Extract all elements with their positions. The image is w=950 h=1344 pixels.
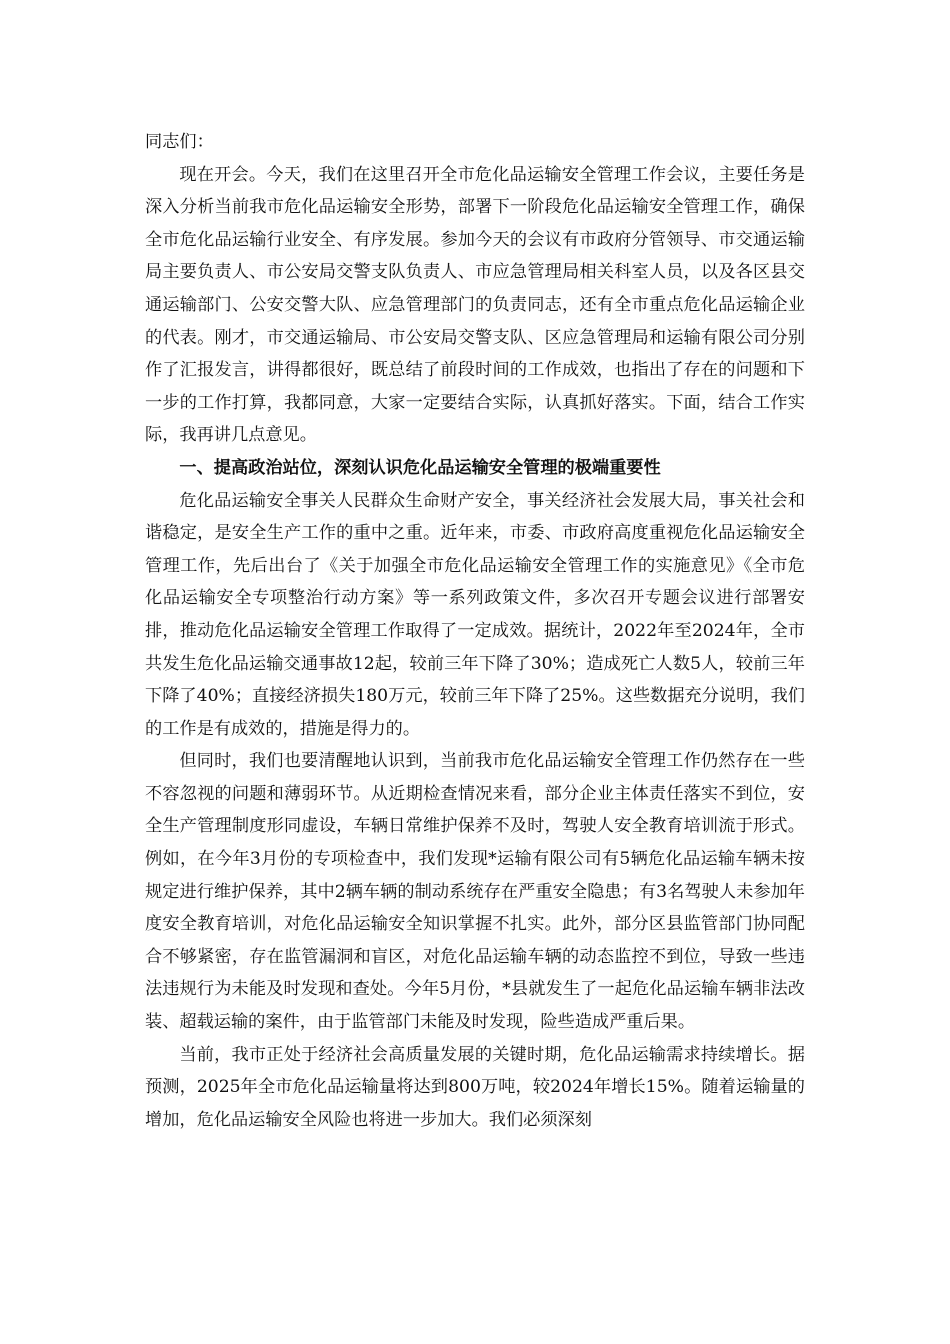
greeting: 同志们： <box>145 132 214 152</box>
section-1-heading: 一、提高政治站位，深刻认识危化品运输安全管理的极端重要性 <box>179 457 661 478</box>
section-1-paragraph-3: 当前，我市正处于经济社会高质量发展的关键时期，危化品运输需求持续增长。据预测，2025年全市危化品运输量将达到800万吨，较2024年增长15%。随着运输量的增加，危化品运输安全风险也将进一步加大。我们必须深刻 <box>145 1044 805 1130</box>
opening-paragraph: 现在开会。今天，我们在这里召开全市危化品运输安全管理工作会议，主要任务是深入分析当前我市危化品运输安全形势，部署下一阶段危化品运输安全管理工作，确保全市危化品运输行业安全、有序发展。参加今天的会议有市政府分管领导、市交通运输局主要负责人、市公安局交警支队负责人、市应急管理局相关科室人员，以及各区县交通运输部门、公安交警大队、应急管理部门的负责同志，还有全市重点危化品运输企业的代表。刚才，市交通运输局、市公安局交警支队、区应急管理局和运输有限公司分别作了汇报发言，讲得都很好，既总结了前段时间的工作成效，也指出了存在的问题和下一步的工作打算，我都同意，大家一定要结合实际，认真抓好落实。下面，结合工作实际，我再讲几点意见。 <box>145 164 805 446</box>
document-page <box>145 126 805 1136</box>
section-1-paragraph-1: 危化品运输安全事关人民群众生命财产安全，事关经济社会发展大局，事关社会和谐稳定，是安全生产工作的重中之重。近年来，市委、市政府高度重视危化品运输安全管理工作，先后出台了《关于加强全市危化品运输安全管理工作的实施意见》《全市危化品运输安全专项整治行动方案》等一系列政策文件，多次召开专题会议进行部署安排，推动危化品运输安全管理工作取得了一定成效。据统计，2022年至2024年，全市共发生危化品运输交通事故12起，较前三年下降了30%；造成死亡人数5人，较前三年下降了40%；直接经济损失180万元，较前三年下降了25%。这些数据充分说明，我们的工作是有成效的，措施是得力的。 <box>145 490 805 739</box>
section-1-paragraph-2: 但同时，我们也要清醒地认识到，当前我市危化品运输安全管理工作仍然存在一些不容忽视的问题和薄弱环节。从近期检查情况来看，部分企业主体责任落实不到位，安全生产管理制度形同虚设，车辆日常维护保养不及时，驾驶人安全教育培训流于形式。例如，在今年3月份的专项检查中，我们发现*运输有限公司有5辆危化品运输车辆未按规定进行维护保养，其中2辆车辆的制动系统存在严重安全隐患；有3名驾驶人未参加年度安全教育培训，对危化品运输安全知识掌握不扎实。此外，部分区县监管部门协同配合不够紧密，存在监管漏洞和盲区，对危化品运输车辆的动态监控不到位，导致一些违法违规行为未能及时发现和查处。今年5月份，*县就发生了一起危化品运输车辆非法改装、超载运输的案件，由于监管部门未能及时发现，险些造成严重后果。 <box>145 751 805 1033</box>
